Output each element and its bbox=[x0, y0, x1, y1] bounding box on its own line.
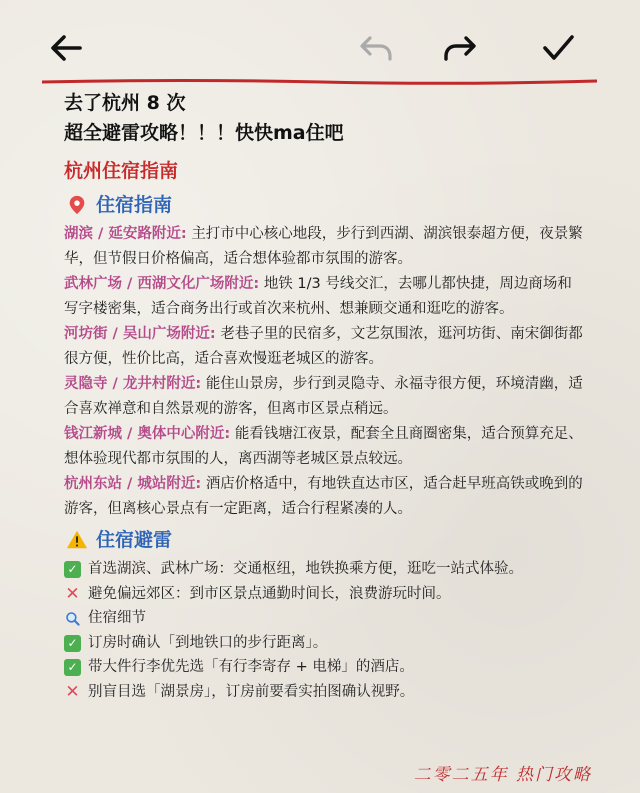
warning-icon bbox=[64, 527, 90, 553]
back-button[interactable] bbox=[38, 20, 94, 76]
guide-subheading-label: 住宿指南 bbox=[96, 194, 173, 216]
check-icon: ✓ bbox=[64, 659, 81, 676]
avoid-item-text: 首选湖滨、武林广场：交通枢纽，地铁换乘方便，逛吃一站式体验。 bbox=[88, 561, 523, 577]
area-description: 能住山景房，步行到灵隐寺、永福寺很方便，环境清幽，适合喜欢禅意和自然景观的游客，但离市区景点稍远。 bbox=[64, 376, 583, 417]
cross-icon: ✕ bbox=[65, 583, 80, 604]
area-description: 能看钱塘江夜景，配套全且商圈密集，适合预算充足、想体验现代都市氛围的人，离西湖等老城区景点较远。 bbox=[64, 426, 583, 467]
guide-heading: 杭州住宿指南 bbox=[64, 160, 179, 182]
area-paragraph bbox=[64, 272, 584, 321]
avoid-item bbox=[64, 557, 584, 582]
avoid-heading bbox=[64, 523, 584, 557]
avoid-item-text: 带大件行李优先选「有行李寄存 + 电梯」的酒店。 bbox=[88, 659, 414, 675]
avoid-item bbox=[64, 655, 584, 680]
redo-icon bbox=[440, 28, 480, 68]
area-paragraph bbox=[64, 372, 584, 421]
avoid-item bbox=[64, 631, 584, 656]
avoid-item-text: 避免偏远郊区：到市区景点通勤时间长，浪费游玩时间。 bbox=[88, 585, 451, 602]
avoid-list bbox=[64, 557, 584, 704]
avoid-item bbox=[64, 582, 584, 607]
post-content bbox=[64, 88, 584, 704]
area-name: 湖滨 / 延安路附近: bbox=[64, 226, 187, 242]
post-title-line-1[interactable]: 去了杭州 8 次 bbox=[64, 92, 186, 114]
avoid-item-text: 订房时确认「到地铁口的步行距离」。 bbox=[88, 634, 328, 651]
avoid-item bbox=[64, 680, 584, 705]
area-paragraph bbox=[64, 472, 584, 521]
area-paragraph bbox=[64, 222, 584, 271]
area-name: 灵隐寺 / 龙井村附近: bbox=[64, 376, 202, 392]
area-description: 地铁 1/3 号线交汇，去哪儿都快捷，周边商场和写字楼密集，适合商务出行或首次来杭州、想兼顾交通和逛吃的游客。 bbox=[64, 276, 572, 317]
area-paragraph bbox=[64, 422, 584, 471]
pin-icon bbox=[64, 192, 90, 218]
area-name: 杭州东站 / 城站附近: bbox=[64, 476, 202, 492]
red-divider-line bbox=[42, 78, 597, 86]
undo-button[interactable] bbox=[348, 20, 404, 76]
area-description: 酒店价格适中，有地铁直达市区，适合赶早班高铁或晚到的游客，但离核心景点有一定距离，适合行程紧凑的人。 bbox=[64, 476, 583, 517]
checkmark-icon bbox=[538, 28, 578, 68]
magnifier-icon bbox=[64, 610, 81, 627]
avoid-item bbox=[64, 606, 584, 631]
area-list bbox=[64, 222, 584, 521]
cross-icon: ✕ bbox=[65, 681, 80, 702]
post-title-line-2[interactable]: 超全避雷攻略！！！快快ma住吧 bbox=[64, 122, 344, 144]
redo-button[interactable] bbox=[432, 20, 488, 76]
avoid-item-text: 别盲目选「湖景房」，订房前要看实拍图确认视野。 bbox=[88, 683, 415, 700]
check-icon: ✓ bbox=[64, 635, 81, 652]
avoid-item-text: 住宿细节 bbox=[88, 610, 146, 626]
area-description: 主打市中心核心地段，步行到西湖、湖滨银泰超方便，夜景繁华，但节假日价格偏高，适合想体验都市氛围的游客。 bbox=[64, 226, 583, 267]
editor-toolbar bbox=[0, 0, 640, 90]
footer-stamp: 二零二五年 热门攻略 bbox=[413, 765, 592, 785]
area-name: 钱江新城 / 奥体中心附近: bbox=[64, 426, 231, 442]
arrow-left-icon bbox=[46, 28, 86, 68]
area-description: 老巷子里的民宿多，文艺氛围浓，逛河坊街、南宋御街都很方便，性价比高，适合喜欢慢逛老城区的游客。 bbox=[64, 326, 583, 367]
avoid-heading-label: 住宿避雷 bbox=[96, 529, 173, 551]
area-name: 武林广场 / 西湖文化广场附近: bbox=[64, 276, 260, 292]
check-icon: ✓ bbox=[64, 561, 81, 578]
area-paragraph bbox=[64, 322, 584, 371]
guide-subheading bbox=[64, 188, 584, 222]
area-name: 河坊街 / 吴山广场附近: bbox=[64, 326, 216, 342]
done-button[interactable] bbox=[530, 20, 586, 76]
undo-icon bbox=[356, 28, 396, 68]
